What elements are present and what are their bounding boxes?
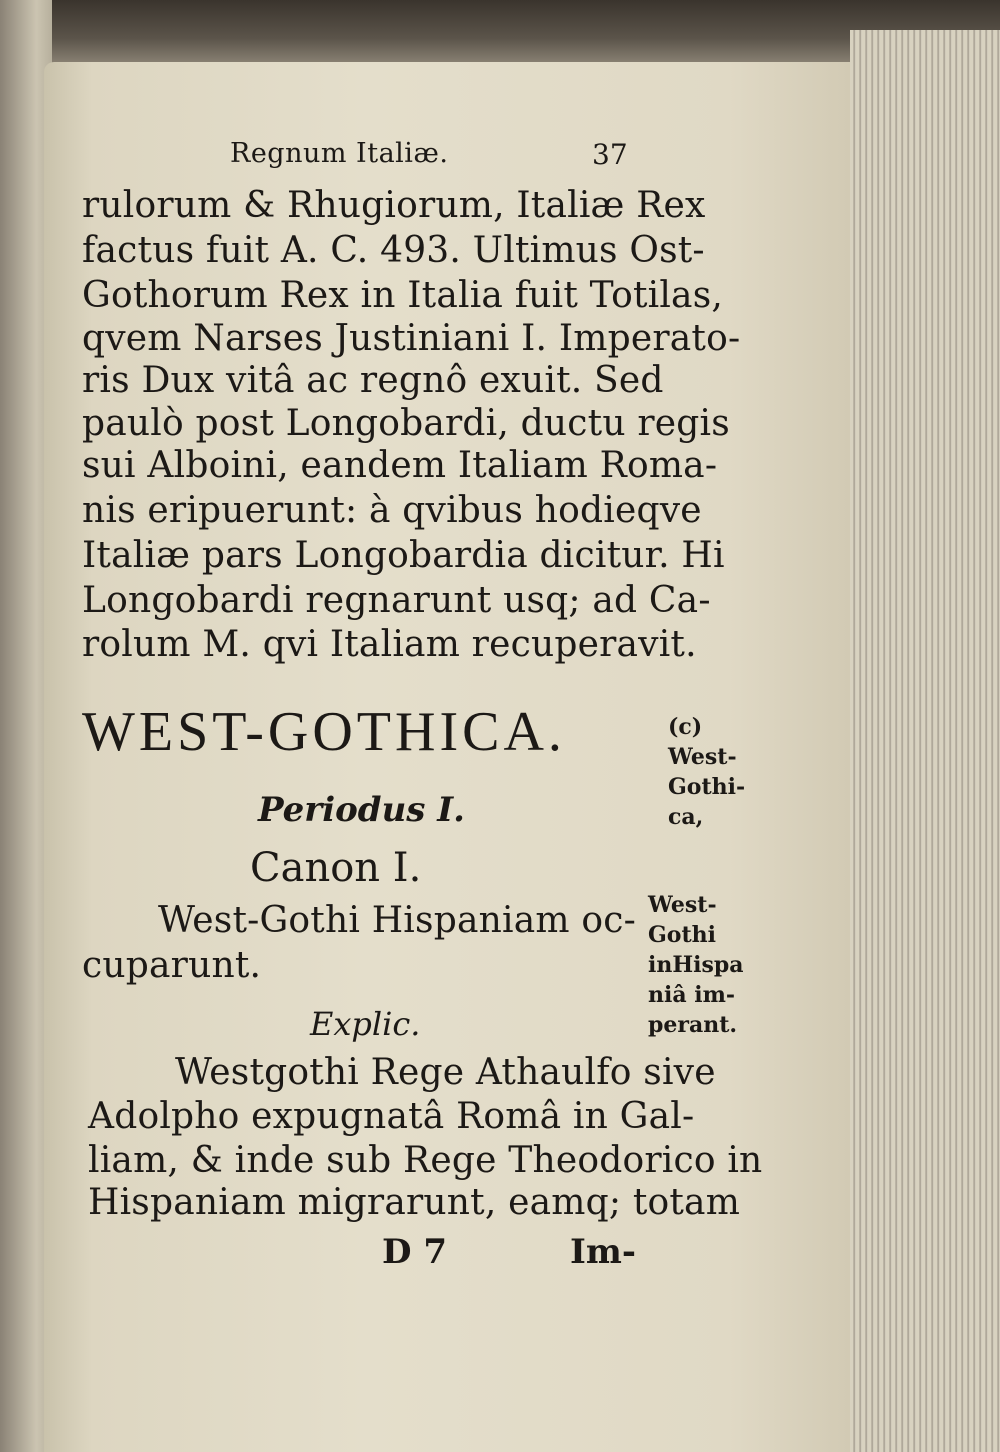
body-line: factus fuit A. C. 493. Ultimus Ost- <box>82 230 705 271</box>
page-number: 37 <box>592 138 628 171</box>
canon-text: cuparunt. <box>82 945 262 986</box>
margin-note: West- Gothi inHispa niâ im- perant. <box>648 892 744 1038</box>
period-heading: Periodus I. <box>258 790 466 830</box>
body-line: rolum M. qvi Italiam recuperavit. <box>82 624 697 665</box>
body-line: Italiæ pars Longobardia dicitur. Hi <box>82 535 725 576</box>
explic-line: liam, & inde sub Rege Theodorico in <box>88 1140 763 1181</box>
page-fore-edge <box>850 30 1000 1452</box>
margin-note: (c) West- Gothi- ca, <box>668 714 746 830</box>
explic-line: Westgothi Rege Athaulfo sive <box>175 1052 716 1093</box>
body-line: paulò post Longobardi, ductu regis <box>82 403 730 444</box>
running-title: Regnum Italiæ. <box>230 138 449 169</box>
body-line: qvem Narses Justiniani I. Imperato- <box>82 318 741 359</box>
canon-text: West-Gothi Hispaniam oc- <box>158 900 636 941</box>
body-line: nis eripuerunt: à qvibus hodieqve <box>82 490 702 531</box>
body-line: Gothorum Rex in Italia fuit Totilas, <box>82 275 724 316</box>
body-line: rulorum & Rhugiorum, Italiæ Rex <box>82 185 706 226</box>
explic-line: Adolpho expugnatâ Româ in Gal- <box>88 1096 695 1137</box>
catchword: Im- <box>570 1232 636 1272</box>
section-title: WEST-GOTHICA. <box>82 701 566 763</box>
canon-heading: Canon I. <box>250 845 422 891</box>
body-line: Longobardi regnarunt usq; ad Ca- <box>82 580 711 621</box>
explic-heading: Explic. <box>310 1005 421 1043</box>
body-line: ris Dux vitâ ac regnô exuit. Sed <box>82 360 664 401</box>
signature-mark: D 7 <box>382 1232 447 1272</box>
explic-line: Hispaniam migrarunt, eamq; totam <box>88 1182 741 1223</box>
body-line: sui Alboini, eandem Italiam Roma- <box>82 445 718 486</box>
